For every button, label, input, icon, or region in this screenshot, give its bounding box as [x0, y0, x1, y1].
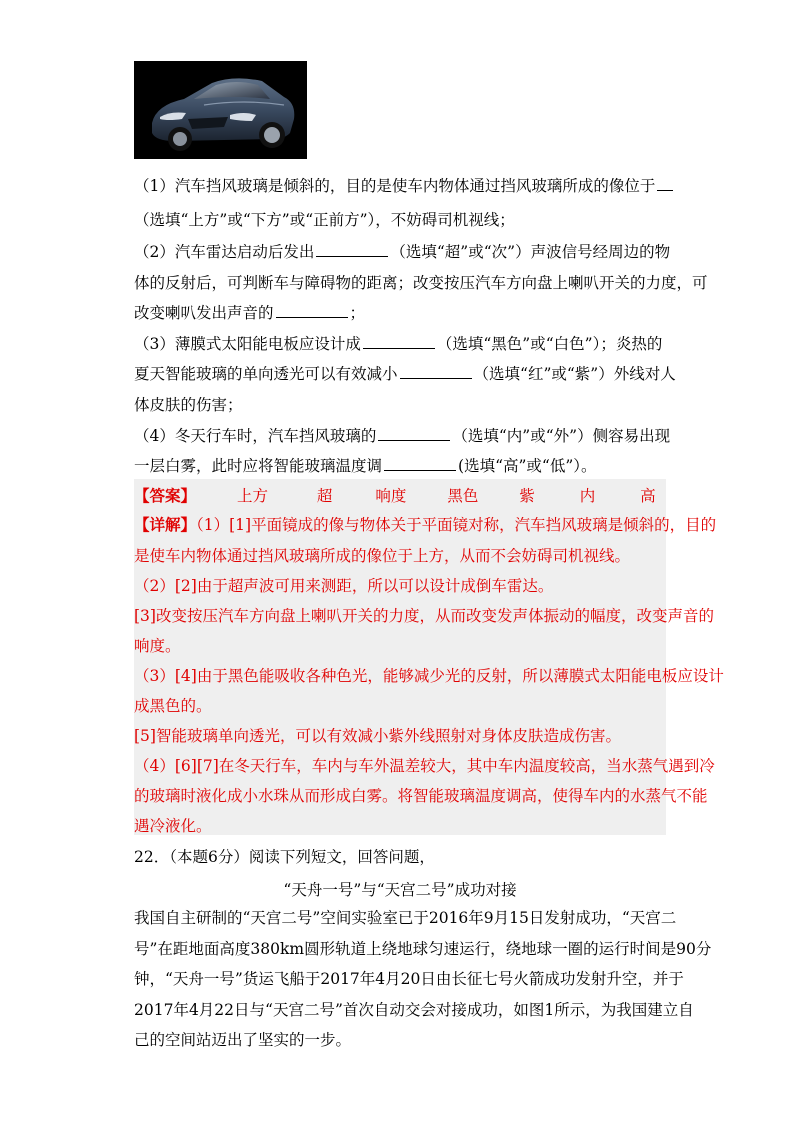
answer-item-2: 超	[316, 487, 333, 505]
passage-line-2	[134, 939, 711, 959]
q3-text-1b: （选填“黑色”或“白色”）；炎热的	[436, 335, 663, 353]
explanation-text-11: 遇冷液化。	[134, 817, 212, 835]
passage-text-3: 钟，“天舟一号”货运飞船于2017年4月20日由长征七号火箭成功发射升空，并于	[134, 970, 684, 988]
q2-blank-2[interactable]	[276, 303, 348, 318]
q4-text-1b: （选填“内”或“外”）侧容易出现	[452, 427, 671, 445]
passage-line-5	[134, 1030, 351, 1050]
passage-line-3	[134, 969, 684, 989]
passage-text-4: 2017年4月22日与“天宫二号”首次自动交会对接成功，如图1所示，为我国建立自	[134, 1001, 694, 1019]
explanation-text-1: （1）[1]平面镜成的像与物体关于平面镜对称，汽车挡风玻璃是倾斜的，目的	[196, 516, 717, 534]
answer-item-6: 内	[579, 487, 596, 505]
explanation-text-4: [3]改变按压汽车方向盘上喇叭开关的力度，从而改变发声体振动的幅度，改变声音的	[134, 607, 714, 625]
passage-text-2: 号”在距地面高度380km圆形轨道上绕地球匀速运行，绕地球一圈的运行时间是90分	[134, 940, 712, 958]
q4-text-1a: （4）冬天行车时，汽车挡风玻璃的	[134, 427, 377, 445]
q2-text-3b: ；	[349, 304, 366, 322]
explanation-line-4	[134, 606, 714, 626]
answer-label: 【答案】	[134, 486, 197, 505]
explanation-text-6: （3）[4]由于黑色能吸收各种色光，能够减少光的反射，所以薄膜式太阳能电板应设计	[134, 667, 724, 685]
explanation-text-2: 是使车内物体通过挡风玻璃所成的像位于上方，从而不会妨碍司机视线。	[134, 547, 631, 565]
explanation-text-10: 的玻璃时液化成小水珠从而形成白雾。将智能玻璃温度调高，使得车内的水蒸气不能	[134, 787, 708, 805]
passage-text-1: 我国自主研制的“天宫二号”空间实验室已于2016年9月15日发射成功，“天宫二	[134, 909, 677, 927]
answer-item-3: 响度	[375, 487, 407, 505]
explanation-line-2	[134, 546, 630, 566]
q4-text-2a: 一层白雾，此时应将智能玻璃温度调	[134, 457, 383, 475]
explanation-text-3: （2）[2]由于超声波可用来测距，所以可以设计成倒车雷达。	[134, 577, 554, 595]
q1-blank-1[interactable]	[657, 176, 673, 191]
explanation-line-6	[134, 666, 724, 686]
passage-title: “天舟一号”与“天宫二号”成功对接	[283, 881, 517, 899]
q2-text-1b: （选填“超”或“次”）声波信号经周边的物	[390, 243, 671, 261]
explanation-line-1	[134, 515, 716, 535]
q4-line-2	[134, 456, 597, 476]
explanation-line-5	[134, 636, 181, 656]
q1-text-1: （1）汽车挡风玻璃是倾斜的，目的是使车内物体通过挡风玻璃所成的像位于	[134, 177, 656, 195]
explanation-text-8: [5]智能玻璃单向透光，可以有效减小紫外线照射对身体皮肤造成伤害。	[134, 727, 621, 745]
q2-text-3a: 改变喇叭发出声音的	[134, 304, 274, 322]
answer-item-7: 高	[640, 487, 656, 505]
passage-line-4	[134, 1000, 694, 1020]
q4-text-2b: (选填“高”或“低”）。	[458, 457, 597, 475]
q3-blank-1[interactable]	[363, 334, 435, 349]
q2-line-2	[134, 273, 708, 293]
q2-line-1	[134, 242, 670, 262]
q3-line-3	[134, 395, 243, 415]
answer-item-5: 紫	[519, 487, 535, 505]
explanation-text-9: （4）[6][7]在冬天行车，车内与车外温差较大，其中车内温度较高，当水蒸气遇到冷	[134, 757, 715, 775]
q3-text-2b: （选填“红”或“紫”）外线对人	[473, 365, 676, 383]
q2-blank-1[interactable]	[316, 242, 388, 257]
q22-header-text: 22．（本题6分）阅读下列短文，回答问题，	[134, 848, 435, 866]
explanation-line-3	[134, 576, 553, 596]
q3-text-1a: （3）薄膜式太阳能电板应设计成	[134, 335, 361, 353]
explanation-line-11	[134, 816, 212, 836]
q2-text-1a: （2）汽车雷达启动后发出	[134, 243, 315, 261]
q22-header	[134, 847, 435, 867]
car-photo	[134, 61, 307, 159]
q1-text-2: （选填“上方”或“下方”或“正前方”），不妨碍司机视线；	[134, 211, 515, 229]
explanation-line-7	[134, 696, 212, 716]
q3-text-2a: 夏天智能玻璃的单向透光可以有效减小	[134, 365, 398, 383]
q2-line-3	[134, 303, 365, 323]
q3-blank-2[interactable]	[400, 364, 472, 379]
explanation-label: 【详解】	[134, 515, 197, 534]
explanation-line-9	[134, 756, 715, 776]
passage-line-1	[134, 908, 676, 928]
answer-line	[134, 486, 656, 506]
passage-text-5: 己的空间站迈出了坚实的一步。	[134, 1031, 352, 1049]
q4-blank-1[interactable]	[378, 426, 450, 441]
q2-text-2: 体的反射后，可判断车与障碍物的距离；改变按压汽车方向盘上喇叭开关的力度，可	[134, 274, 708, 292]
answer-item-1: 上方	[236, 487, 268, 505]
answer-item-4: 黑色	[447, 487, 479, 505]
q3-line-2	[134, 364, 676, 384]
q3-line-1	[134, 334, 662, 354]
q4-line-1	[134, 426, 670, 446]
q4-blank-2[interactable]	[384, 456, 456, 471]
car-icon	[134, 61, 307, 159]
q1-line-1	[134, 176, 675, 196]
q3-text-3: 体皮肤的伤害；	[134, 396, 243, 414]
explanation-line-8	[134, 726, 621, 746]
explanation-text-5: 响度。	[134, 637, 181, 655]
q1-line-2	[134, 210, 515, 230]
explanation-line-10	[134, 786, 708, 806]
explanation-text-7: 成黑色的。	[134, 697, 212, 715]
